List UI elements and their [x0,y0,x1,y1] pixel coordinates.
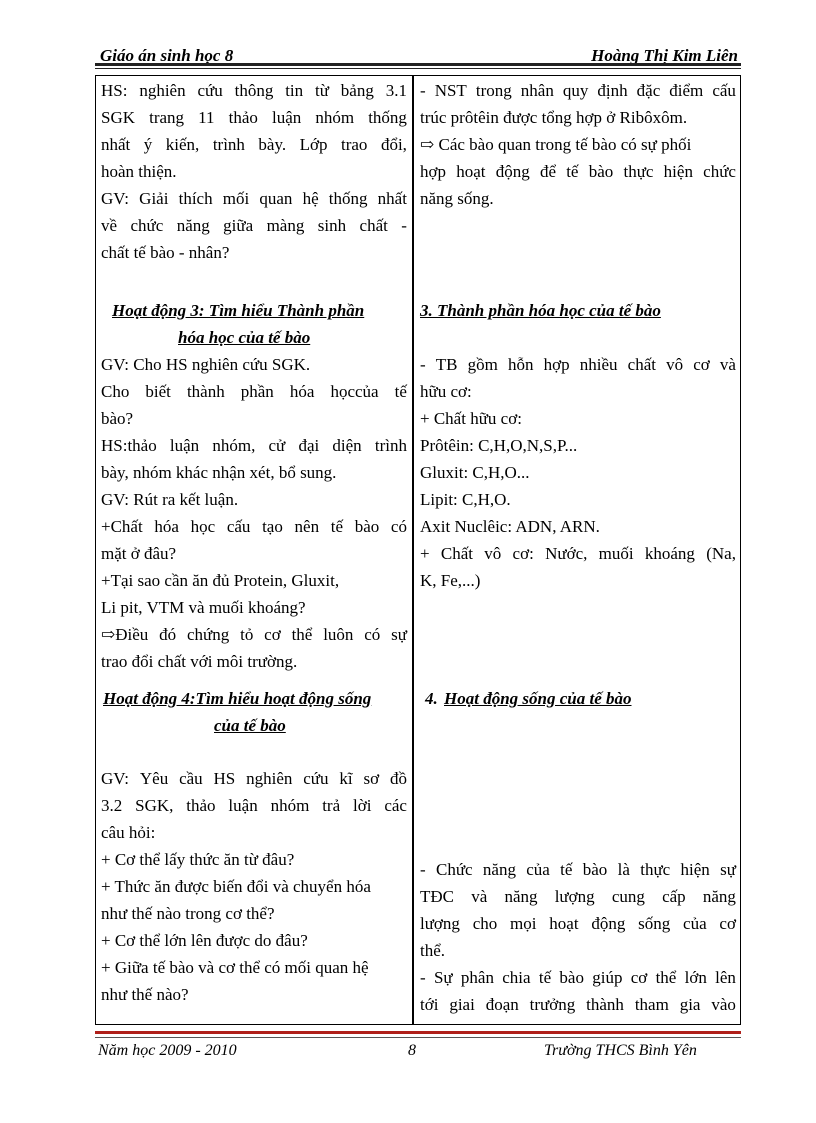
activity-3-title: Hoạt động 3: Tìm hiểu Thành phần [112,301,365,320]
text-line: + Thức ăn được biến đổi và chuyển hóa [101,877,371,896]
column-divider [412,75,414,1025]
header-author: Hoàng Thị Kim Liên [591,46,738,65]
page-number: 8 [408,1042,416,1059]
text-line: như thế nào trong cơ thể? [101,904,275,923]
text-line: 3.2 SGK, thảo luận nhóm trả lời các [101,796,407,815]
activity-3-title-cont: hóa học của tế bào [178,328,311,347]
header-subject: Giáo án sinh học 8 [100,46,234,65]
text-line: + Giữa tế bào và cơ thể có mối quan hệ [101,958,369,977]
text-line: trao đổi chất với môi trường. [101,652,298,671]
text-line: Li pit, VTM và muối khoáng? [101,598,306,617]
text-line: bào? [101,409,134,428]
header-rule-thin [95,68,741,69]
text-line: HS:thảo luận nhóm, cử đại diện trình [101,436,407,455]
footer-school: Trường THCS Bình Yên [544,1042,697,1059]
text-line: Axit Nuclêic: ADN, ARN. [420,517,600,536]
text-line: hoàn thiện. [101,162,177,181]
text-line: mặt ở đâu? [101,544,177,563]
text-line: TĐC và năng lượng cung cấp năng [420,887,736,906]
text-line: + Chất vô cơ: Nước, muối khoáng (Na, [420,544,736,563]
text-line: +Chất hóa học cấu tạo nên tế bào có [101,517,407,536]
section-3-title: 3. Thành phần hóa học của tế bào [420,301,661,320]
text-line: Cho biết thành phần hóa họccủa tế [101,382,407,401]
text-line [101,622,407,648]
text-line: + Cơ thể lấy thức ăn từ đâu? [101,850,295,869]
text-line: +Tại sao cần ăn đủ Protein, Gluxit, [101,571,340,590]
text-line: chất tế bào - nhân? [101,243,230,262]
text-line: K, Fe,...) [420,571,481,590]
text-line: hữu cơ: [420,382,472,401]
text-line: + Cơ thể lớn lên được do đâu? [101,931,308,950]
text-line: HS: nghiên cứu thông tin từ bảng 3.1 [101,81,407,100]
section-4-title: Hoạt động sống của tế bào [444,689,632,708]
footer-rule-thin [95,1037,741,1038]
text-line: GV: Rút ra kết luận. [101,490,239,509]
text-line: - NST trong nhân quy định đặc điểm cấu [420,81,736,100]
right-arrow-icon: ⇨ [420,135,439,154]
text-line: về chức năng giữa màng sinh chất - [101,216,407,235]
footer-school-year: Năm học 2009 - 2010 [98,1042,237,1059]
text-line: SGK trang 11 thảo luận nhóm thống [101,108,407,127]
text-line: - Sự phân chia tế bào giúp cơ thể lớn lên [420,968,736,987]
text-line: + Chất hữu cơ: [420,409,522,428]
text-line: thể. [420,941,446,960]
text-line: - TB gồm hỗn hợp nhiều chất vô cơ và [420,355,736,374]
footer-rule-thick [95,1031,741,1034]
activity-4-title: Hoạt động 4:Tìm hiểu hoạt động sống [103,689,372,708]
text-line: hợp hoạt động để tế bào thực hiện chức [420,162,736,181]
text-line: câu hỏi: [101,823,156,842]
text-line: tới giai đoạn trưởng thành tham gia vào [420,995,736,1014]
text-line: - Chức năng của tế bào là thực hiện sự [420,860,736,879]
text-line: Gluxit: C,H,O... [420,463,530,482]
right-arrow-icon: ⇨ [101,625,116,644]
text-line: trúc prôtêin được tổng hợp ở Ribôxôm. [420,108,688,127]
text-line: Prôtêin: C,H,O,N,S,P... [420,436,578,455]
text-line: nhất ý kiến, trình bày. Lớp trao đổi, [101,135,407,154]
text-line: bày, nhóm khác nhận xét, bổ sung. [101,463,337,482]
header-rule-thick [95,63,741,66]
activity-4-title-cont: của tế bào [214,716,286,735]
text-line: như thế nào? [101,985,189,1004]
section-4-number: 4. [425,689,438,708]
text-line: lượng cho mọi hoạt động sống của cơ [420,914,736,933]
text-line: năng sống. [420,189,494,208]
arrow-text: Điều đó chứng tỏ cơ thể luôn có sự [115,625,407,644]
text-line: GV: Giải thích mối quan hệ thống nhất [101,189,407,208]
text-line: Lipit: C,H,O. [420,490,511,509]
arrow-text: Các bào quan trong tế bào có sự phối [438,135,692,154]
text-line [420,132,736,158]
text-line: GV: Yêu cầu HS nghiên cứu kĩ sơ đồ [101,769,407,788]
text-line: GV: Cho HS nghiên cứu SGK. [101,355,311,374]
